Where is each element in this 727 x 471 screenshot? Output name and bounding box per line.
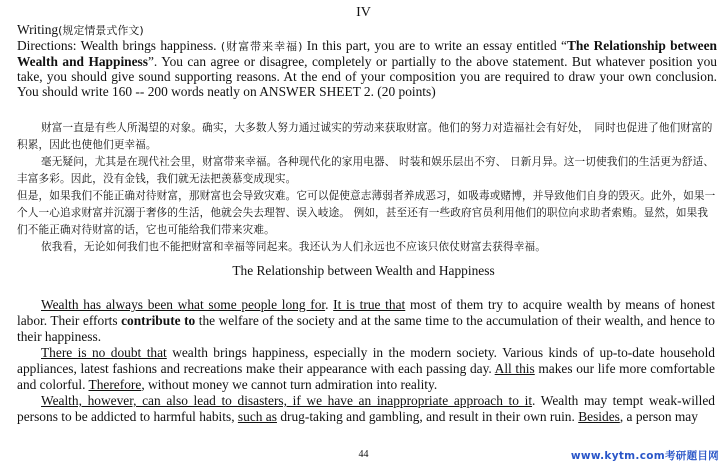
essay-paragraph-1	[17, 297, 715, 345]
essay-text: the welfare of the society and at the same time to the accumulation of their wealth, and hence to their happiness.	[17, 313, 715, 344]
essay-text: . Wealth may tempt weak-willed persons to be addicted to harmful habits,	[17, 393, 715, 424]
directions-text	[17, 38, 717, 99]
essay-underline: Besides	[578, 409, 620, 424]
essay-text: makes our life more comfortable and colorful.	[17, 361, 715, 392]
chinese-paragraph-4: 依我看，无论如何我们也不能把财富和幸福等同起来。我还认为人们永远也不应该只依仗财富去获得幸福。	[41, 241, 546, 253]
page-number: 44	[358, 449, 369, 460]
essay-text: drug-taking and gambling, and result in their own ruin.	[276, 409, 579, 424]
essay-text: most of them try to acquire wealth by means of honest labor. Their efforts	[17, 297, 715, 328]
essay-underline: It is true that	[333, 297, 406, 312]
essay-underline: There is no doubt that	[41, 345, 167, 360]
directions-rest: ”. You can agree or disagree, completely or partially to the above statement. But whatever position you take, you should give sound supporting reasons. At the end of your composition you are required to draw your own conclusion. You should write 160 -- 200 words neatly on ANSWER SHEET 2. (20 points)	[17, 54, 717, 99]
essay-text: wealth brings happiness, especially in the modern society. Various kinds of up-to-date household appliances, latest fashions and recreations make their appearance with each passing day.	[17, 345, 716, 376]
essay-text: .	[325, 297, 334, 312]
writing-heading	[17, 22, 717, 38]
directions-prefix: Directions: Wealth brings happiness.	[17, 38, 221, 53]
essay-underline: Therefore	[88, 377, 142, 392]
chinese-translation	[17, 120, 717, 256]
writing-label-cn: (规定情景式作文)	[58, 24, 144, 37]
directions-block	[17, 22, 717, 99]
chinese-paragraph-3: 但是，如果我们不能正确对待财富，那财富也会导致灾难。它可以促使意志薄弱者养成恶习，如吸毒或赌博，并导致他们自身的毁灭。此外，如果一个人一心追求财富并沉溺于奢侈的生活，他就会失去理智、误入岐途。 例如，甚至还有一些政府官员利用他们的职位向求助者索贿。显然，如果我们不能正确对待财富的话，它也可能给我们带来灾难。	[17, 190, 716, 236]
essay-body	[17, 297, 715, 425]
essay-underline: All this	[494, 361, 535, 376]
directions-cn: (财富带来幸福)	[220, 40, 303, 53]
essay-underline: such as	[237, 409, 277, 424]
essay-paragraph-3	[17, 393, 715, 425]
writing-label: Writing	[17, 22, 59, 37]
essay-bold: contribute to	[121, 313, 196, 328]
site-watermark: www.kytm.com考研题目网	[570, 450, 719, 462]
essay-paragraph-2	[17, 345, 715, 393]
essay-text: , without money we cannot turn admiration into reality.	[141, 377, 438, 392]
essay-text: , a person may	[619, 409, 698, 424]
directions-essay-title: The Relationship between Wealth and Happiness	[17, 38, 717, 69]
directions-mid: In this part, you are to write an essay entitled “	[302, 38, 567, 53]
essay-underline: Wealth has always been what some people long for	[41, 297, 326, 312]
chinese-paragraph-1: 财富一直是有些人所渴望的对象。确实，大多数人努力通过诚实的劳动来获取财富。他们的努力对造福社会有好处， 同时也促进了他们财富的积累，因此也使他们更幸福。	[17, 122, 713, 151]
essay-title: The Relationship between Wealth and Happiness	[232, 263, 495, 278]
chinese-paragraph-2: 毫无疑问，尤其是在现代社会里，财富带来幸福。各种现代化的家用电器、 时装和娱乐层出不穷、 日新月异。这一切使我们的生活更为舒适、丰富多彩。因此，没有金钱，我们就无法把羡慕变成现实。	[17, 156, 715, 185]
essay-underline: Wealth, however, can also lead to disasters, if we have an inappropriate approach to it	[41, 393, 533, 408]
section-number: IV	[356, 5, 371, 20]
